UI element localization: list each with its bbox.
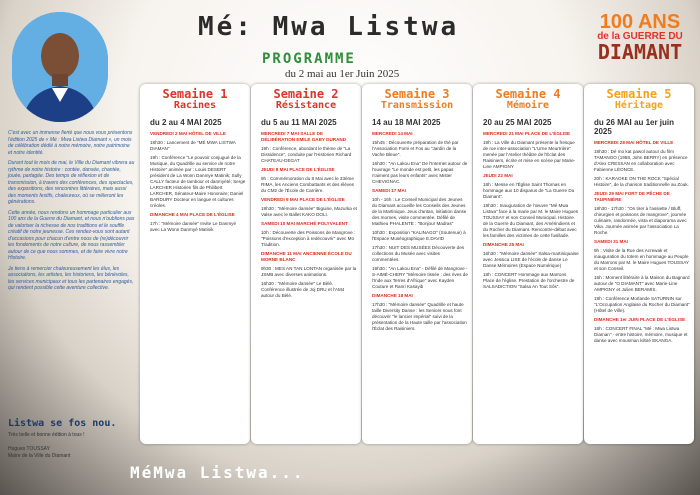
week-column xyxy=(140,84,250,444)
week-column xyxy=(584,84,694,444)
anniversary-logo xyxy=(585,12,695,62)
event-venue: SAMEDI 10 MAI MARCHÉ POLYVALENT xyxy=(261,221,348,226)
event-venue: MERCREDI 28 MAI HÔTEL DE VILLE xyxy=(594,140,674,145)
signature-title: Listwa se fos nou. xyxy=(8,418,117,429)
week-dates: du 5 au 11 MAI 2025 xyxy=(261,118,337,127)
anniv-subtitle: de la GUERRE DU xyxy=(597,31,683,42)
event-item: 17h30 : "Mémoire dansée" Quadrille et haute taille Diversity Danse : les Seniors nous font découvrir "le lancier impérial" suivi de la présentation de la Haute taille par l'association l'Éclat des Raisiniers. xyxy=(372,302,467,331)
event-venue: VENDREDI 9 MAI PLACE DE L'ÉGLISE xyxy=(261,197,345,202)
event-item: 18h : CONCERT Hommage aux Marrons Place de l'église. Prestation de l'orchestre de SALSADICTION "Salsa An Tout Sôs". xyxy=(483,272,575,289)
event-venue: VENDREDI 2 MAI HÔTEL DE VILLE xyxy=(150,131,226,136)
anniv-name: DIAMANT xyxy=(597,40,683,64)
programme-label: PROGRAMME xyxy=(262,51,356,67)
week-events xyxy=(372,131,468,332)
intro-paragraph: C'est avec un immense fierté que nous vous présentons l'édition 2025 de « Mé : Mwa Listwa Diamant », un mois de célébration dédié à notre mémoire, notre patrimoine et notre identité. xyxy=(8,130,133,156)
event-venue: DIMANCHE 25 MAI xyxy=(483,242,524,247)
week-events xyxy=(483,131,579,290)
event-item: 19h : Conférence "Le pouvoir conjugué de la Musique, du Quadrille au service de notre Histoire" animée par : Louis DESERT président de La Wonn Danmye Matinik; Sully CALLY facteur de tambour et danmyèté; Serge LARCHER Historien fils de Philibert LARCHER, Sénateur-Maire Honoraire; Daniel BARDURY Docteur en langue et cultures créoles. xyxy=(150,155,246,208)
event-venue: DIMANCHE 1er JUIN PLACE DE L'ÉGLISE xyxy=(594,317,686,322)
week-title: Semaine 4 xyxy=(495,87,561,101)
event-item: 15h45 : Découverte préparation de thé par l'Association Forni et Fos au "Jardin de la Vache Bleue". xyxy=(372,140,459,157)
week-title: Semaine 5 xyxy=(606,87,672,101)
event-item: 18h30 - 17h30 : "On tirer à l'assiette / Bluff, chirurgien et poissons de mangrove", journée culinaire, randonnée, vista et diaporama avec Vika. Journée animée par l'association La Roche. xyxy=(594,206,687,235)
event-dates: du 2 mai au 1er Juin 2025 xyxy=(285,68,400,80)
week-title: Semaine 3 xyxy=(384,87,450,101)
event-venue: SAMEDI 17 MAI xyxy=(372,188,406,193)
week-column xyxy=(251,84,361,444)
week-title: Semaine 2 xyxy=(273,87,339,101)
event-item: 16h : Moment littéraire à la Maison du Bagnard autour de "O DIAMANT" avec Marie-Line AMPIGNY et Julien BERAMIS. xyxy=(594,275,690,292)
week-theme: Transmission xyxy=(380,100,454,111)
event-item: 19h : Conférence Morlande SATURNIN sur "L'Occupation Anglaise du Rocher du Diamant" (Hôtel de Ville). xyxy=(594,296,690,313)
event-venue: JEUDI 8 MAI PLACE DE L'ÉGLISE xyxy=(261,167,335,172)
event-item: 19h30 : Inauguration de l'œuvre "Mé Mwa Listwa" face à la marie par M. le Maire Hugues TOUSSAY et son Conseil Municipal. Histoire de la Guerre du Diamant, des Amérindiens et du Rocher du Diamant. Rencontre-débat avec les familles des victimes de cette fusillade. xyxy=(483,203,579,238)
intro-paragraph: Durant tout le mois de mai, le Ville du Diamant vibrera au rythme de notre histoire : contée, dansée, chantée, jouée, partagée. Des temps de réflexion et de transmission, à travers des conférences, des spectacles, des expositions, des rencontres littéraires, mais aussi des moments festifs, chaleureux, où se mêleront les générations. xyxy=(8,160,135,205)
signature-role: Maire de la Ville du Diamant xyxy=(8,453,71,459)
intro-paragraph: Cette année, nous rendons un hommage particulier aux 100 ans de la Guerre du Diamant, et nous n'oublions pas de valoriser la richesse de nos traditions et le souffle créatif de notre jeunesse. Ces rendez-vous sont autant d'occasions pour chacun d'entre nous de (re)découvrir les fondements de notre culture, de nous rassembler autour de ce que nous sommes, et de faire vivre notre Histoire. xyxy=(8,209,135,261)
event-item: 9h : Visite de la Rue des Acrewak et inauguration du totem en hommage au Peuple du Marrons par M. le Maire Hugues TOUSSAY et son Conseil. xyxy=(594,248,689,271)
week-column xyxy=(473,84,583,444)
event-venue: MERCREDI 21 MAI PLACE DE L'ÉGLISE xyxy=(483,131,571,136)
signature-name: Hugues TOUSSAY xyxy=(8,446,50,452)
mayor-portrait-icon xyxy=(12,12,108,122)
week-dates: 20 au 25 MAI 2025 xyxy=(483,118,552,127)
event-item: 16h30 : "An Lakou Ena" De l'Internet autour de l'ouvrage "Le monde est petit, les papas n'aiment pas leurs enfants" avec Mister CHEVIGNAC. xyxy=(372,161,468,184)
event-item: 17h : "Mémoire dansée" Invite Le Danmyé avec La Wonn Danmyé Matinik xyxy=(150,221,236,232)
week-dates: du 26 MAI au 1er juin 2025 xyxy=(594,118,675,136)
mayor-photo xyxy=(12,12,108,122)
event-item: 9h30 : MES AN TAN LONTAN organisée par la JSMB avec diverses animations. xyxy=(261,266,357,277)
page-title: Mé: Mwa Listwa xyxy=(198,12,460,42)
week-theme: Résistance xyxy=(275,100,337,111)
event-venue: JEUDI 22 MAI xyxy=(483,173,513,178)
event-venue: DIMANCHE 4 MAI PLACE DE L'ÉGLISE xyxy=(150,212,235,217)
event-venue: MERCREDI 7 MAI SALLE DE DÉLIBÉRATION EMILE GABY DURAND xyxy=(261,131,347,142)
event-item: 18h30 : Lancement de "MÉ MWA LISTWA DIAMAN" xyxy=(150,140,236,151)
event-item: 19h30 : "Mémoire dansée" Biguine, Mazurka et Valse avec le Ballet KAKO DOLI. xyxy=(261,206,357,217)
event-item: 19h30 : "An Lakou Ena" - Défilé de Mangrove - S-AIMÉ-CHERY "Mémoire tissée : des rives de l'Inde aux Terres d'Afrique" avec Kayden Couture et Ranri Kasayib xyxy=(372,266,468,289)
event-venue: SAMEDI 31 MAI xyxy=(594,239,628,244)
event-venue: MERCREDI 14 MAI xyxy=(372,131,413,136)
event-item: 10h30 : Exposition "KALINAGO" (Soutenue) à l'Espace Muséographique E.DAVID xyxy=(372,230,466,241)
signature-line: Très belle et bonne édition à tous ! xyxy=(8,432,85,438)
event-item: 18h30 : Dé mo kat pawol autour du film TAMANGO (1958, John BERRY) en présence d'Alex CRESSAN en collaboration avec Fabienne LÉONCE. xyxy=(594,149,688,172)
week-events xyxy=(594,140,690,344)
event-item: 20h : KARAOKE ON THE ROCK "Spécial Histoire", de la chanson traditionnelle au Zouk. xyxy=(594,176,689,187)
event-venue: DIMANCHE 11 MAI ANCIENNE ÉCOLE DU MORNE BLANC xyxy=(261,251,352,262)
week-heading xyxy=(140,84,250,112)
week-heading xyxy=(362,84,472,112)
week-column xyxy=(362,84,472,444)
event-item: 19h : Conférence, abordant le thème de "La Dissidence", conduite par l'Historien Richard CHATEAU-DEGAT xyxy=(261,146,352,163)
anniv-years: 100 ANS xyxy=(599,11,681,33)
intro-text xyxy=(8,130,135,296)
week-dates: du 2 au 4 MAI 2025 xyxy=(150,118,222,127)
footer-slogan: MéMwa Listwa... xyxy=(130,463,305,482)
week-heading xyxy=(473,84,583,112)
event-item: 16h30 : "Mémoire dansée" Salsa-martiniquaise avec Jessica LISE de l'école de danse Le Danse Mémoires (Espace Numérique) xyxy=(483,251,579,268)
event-item: 16h30 : "Mémoire dansée" Le Bèlè. Conférence illustrée de Joj DRU et l'AM4 autour du Bèlè. xyxy=(261,281,345,298)
week-events xyxy=(150,131,246,233)
week-events xyxy=(261,131,357,299)
event-item: 18h : CONCERT FINAL "Mé : Mwa Listwa Diaman" - entre histoire, mémoire, musique et danse avec mousman kiltiré EKANGA. xyxy=(594,326,688,343)
event-item: 18h : Messe en l'Église Saint Thomas en hommage aux 10 disparus de "La Guerre Du Diamant". xyxy=(483,182,575,199)
event-venue: DIMANCHE 18 MAI xyxy=(372,293,413,298)
intro-paragraph: Je tiens à remercier chaleureusement les élus, les associations, les artistes, les historiens, les bénévoles, les services municipaux et tous les partenaires engagés, qui rendent possible cette aventure collective. xyxy=(8,265,134,291)
event-item: 19h : La Ville du Diamant présente la fresque de rue inter-association "L'Urne Meurtrière" menée par l'Atelier théâtre de l'Éclat des Raisiniers, écrite et mise en scène par Marie-Line AMPIGNY xyxy=(483,140,576,169)
event-item: 10h : Découverte des Poissons de Mangrove : "Poissons d'exception à redécouvrir" avec Mo Tradition. xyxy=(261,230,356,247)
week-dates: 14 au 18 MAI 2025 xyxy=(372,118,441,127)
week-theme: Mémoire xyxy=(506,100,550,111)
week-theme: Racines xyxy=(173,100,217,111)
week-title: Semaine 1 xyxy=(162,87,228,101)
week-heading xyxy=(251,84,361,112)
event-venue: JEUDI 29 MAI FORT DE PÊCHE DE TAUPINIÈRE xyxy=(594,191,670,202)
week-heading xyxy=(584,84,694,112)
event-item: 10h - 16h : Le Conseil Municipal des Jeunes du Diamant accueille les Conseils des Jeunes de la Martinique. Jeux d'antan, initiation danse des mornes, visite commentée. Défilé de Mathieu PHALENTE : "Bonjour Madras" xyxy=(372,197,467,226)
event-item: 17h30 : NUIT DES MUSÉES Découverte des collections du Musée avec visites commentées. xyxy=(372,245,465,262)
event-item: 9h : Commémoration du 8 Mai avec le 33ème RIMA, les Anciens Combattants et des élèves du CM2 de l'École de Carrière. xyxy=(261,176,354,193)
week-theme: Héritage xyxy=(614,100,664,111)
